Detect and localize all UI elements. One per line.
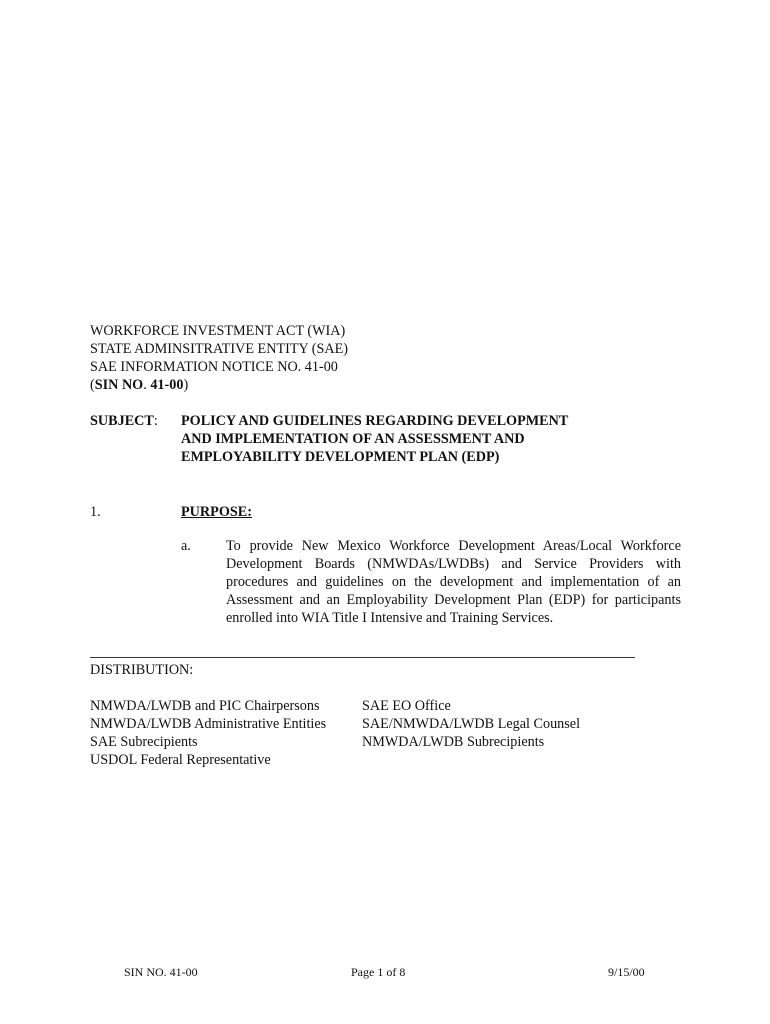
purpose-paragraph: To provide New Mexico Workforce Development Areas/Local Workforce Development Boards (NMWDAs/LWDBs) and Service Providers with procedures and guidelines on the development and implementation of an Assessment and an Employability Development Plan (EDP) for participants enrolled into WIA Title I Intensive and Training Services. (226, 538, 681, 626)
subject-text (181, 412, 641, 466)
header-entity-line: STATE ADMINSITRATIVE ENTITY (SAE) (90, 341, 349, 357)
sin-number: 41-00 (150, 377, 184, 393)
distribution-label: DISTRIBUTION: (90, 662, 194, 678)
subject-line: EMPLOYABILITY DEVELOPMENT PLAN (EDP) (181, 449, 500, 465)
subject-label: SUBJECT: (90, 413, 158, 429)
sin-open-paren: ( (90, 377, 95, 393)
sin-close-paren: ) (183, 377, 189, 393)
distribution-item: NMWDA/LWDB and PIC Chairpersons (90, 698, 320, 714)
section-number: 1. (90, 504, 101, 520)
distribution-item: SAE EO Office (362, 698, 451, 714)
sin-label: SIN NO (94, 377, 144, 393)
notice-header (90, 322, 348, 394)
distribution-item: SAE/NMWDA/LWDB Legal Counsel (362, 716, 581, 732)
distribution-item: USDOL Federal Representative (90, 752, 271, 768)
subject-line: AND IMPLEMENTATION OF AN ASSESSMENT AND (181, 431, 525, 447)
section-title: PURPOSE: (181, 504, 252, 520)
header-act-line: WORKFORCE INVESTMENT ACT (WIA) (90, 323, 346, 339)
footer-page-number: Page 1 of 8 (351, 965, 406, 979)
sin-dot: . (143, 377, 151, 393)
header-notice-line: SAE INFORMATION NOTICE NO. 41-00 (90, 359, 338, 375)
footer-date: 9/15/00 (608, 965, 645, 979)
header-sin-line (90, 376, 348, 394)
distribution-list-left (90, 697, 326, 769)
distribution-item: NMWDA/LWDB Subrecipients (362, 734, 545, 750)
distribution-item: SAE Subrecipients (90, 734, 198, 750)
item-letter: a. (181, 538, 191, 554)
subject-line: POLICY AND GUIDELINES REGARDING DEVELOPMENT (181, 413, 569, 429)
distribution-item: NMWDA/LWDB Administrative Entities (90, 716, 327, 732)
footer-sin: SIN NO. 41-00 (124, 965, 198, 979)
distribution-list-right (362, 697, 580, 751)
distribution-divider (90, 657, 635, 658)
